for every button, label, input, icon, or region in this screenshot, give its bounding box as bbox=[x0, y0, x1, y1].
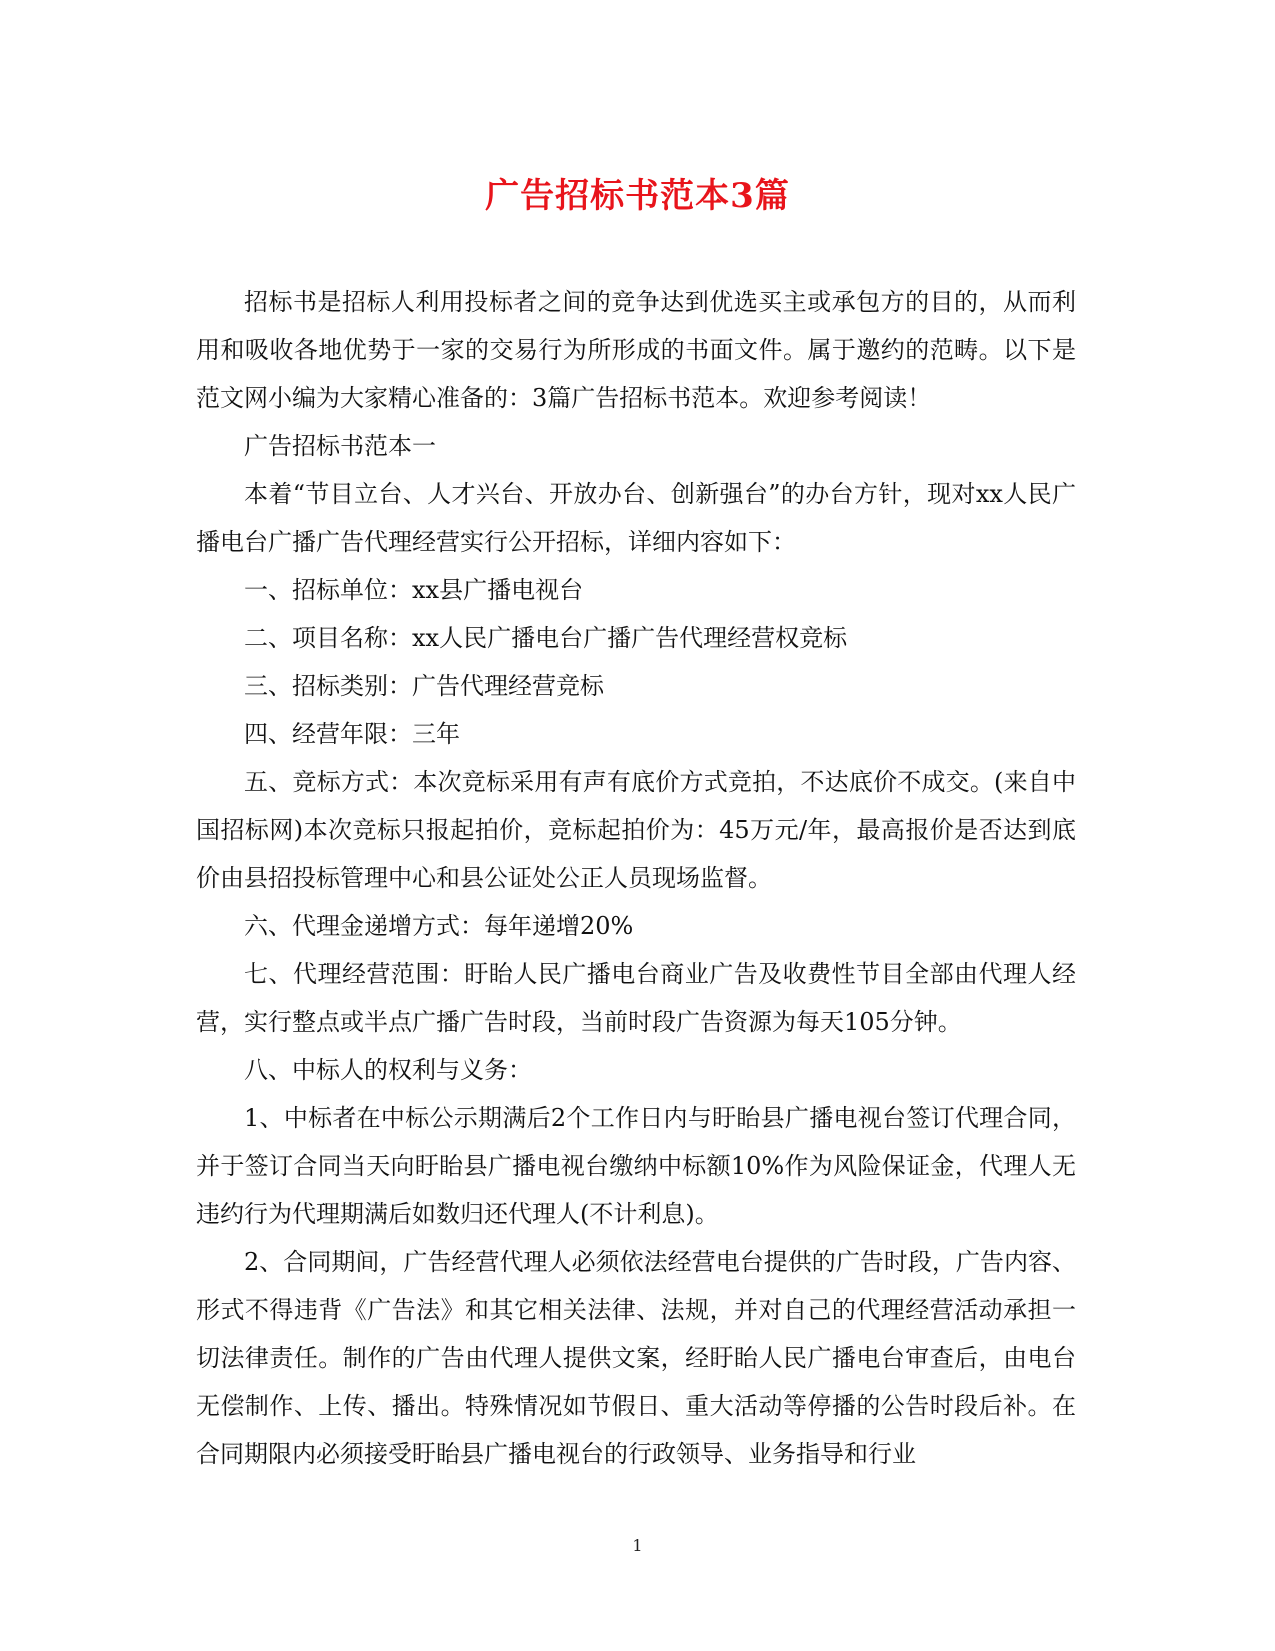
item-increment-method: 六、代理金递增方式：每年递增20% bbox=[244, 912, 634, 940]
item-tender-unit: 一、招标单位：xx县广播电视台 bbox=[244, 576, 584, 604]
item-rights-obligations: 八、中标人的权利与义务： bbox=[244, 1056, 532, 1084]
document-title: 广告招标书范本3篇 bbox=[485, 176, 790, 216]
section-heading-sample-one: 广告招标书范本一 bbox=[244, 432, 436, 460]
item-tender-category: 三、招标类别：广告代理经营竞标 bbox=[244, 672, 604, 700]
page-number: 1 bbox=[632, 1536, 643, 1555]
clause-2: 2、合同期间，广告经营代理人必须依法经营电台提供的广告时段，广告内容、形式不得违背《广告法》和其它相关法律、法规，并对自己的代理经营活动承担一切法律责任。制作的广告由代理人提供文案，经盱眙人民广播电台审查后，由电台无偿制作、上传、播出。特殊情况如节假日、重大活动等停播的公告时段后补。在合同期限内必须接受盱眙县广播电视台的行政领导、业务指导和行业 bbox=[196, 1248, 1076, 1468]
paragraph-policy: 本着“节目立台、人才兴台、开放办台、创新强台”的办台方针，现对xx人民广播电台广播广告代理经营实行公开招标，详细内容如下： bbox=[196, 480, 1076, 556]
document-body bbox=[196, 278, 1076, 1478]
item-operation-term: 四、经营年限：三年 bbox=[244, 720, 460, 748]
intro-paragraph: 招标书是招标人利用投标者之间的竞争达到优选买主或承包方的目的，从而利用和吸收各地优势于一家的交易行为所形成的书面文件。属于邀约的范畴。以下是范文网小编为大家精心准备的：3篇广告招标书范本。欢迎参考阅读！ bbox=[196, 288, 1076, 412]
item-operation-scope: 七、代理经营范围：盱眙人民广播电台商业广告及收费性节目全部由代理人经营，实行整点或半点广播广告时段，当前时段广告资源为每天105分钟。 bbox=[196, 960, 1076, 1036]
item-bidding-method: 五、竞标方式：本次竞标采用有声有底价方式竞拍，不达底价不成交。(来自中国招标网)本次竞标只报起拍价，竞标起拍价为：45万元/年，最高报价是否达到底价由县招投标管理中心和县公证处公正人员现场监督。 bbox=[196, 768, 1076, 892]
clause-1: 1、中标者在中标公示期满后2个工作日内与盱眙县广播电视台签订代理合同，并于签订合同当天向盱眙县广播电视台缴纳中标额10%作为风险保证金，代理人无违约行为代理期满后如数归还代理人(不计利息)。 bbox=[196, 1104, 1076, 1228]
item-project-name: 二、项目名称：xx人民广播电台广播广告代理经营权竞标 bbox=[244, 624, 848, 652]
